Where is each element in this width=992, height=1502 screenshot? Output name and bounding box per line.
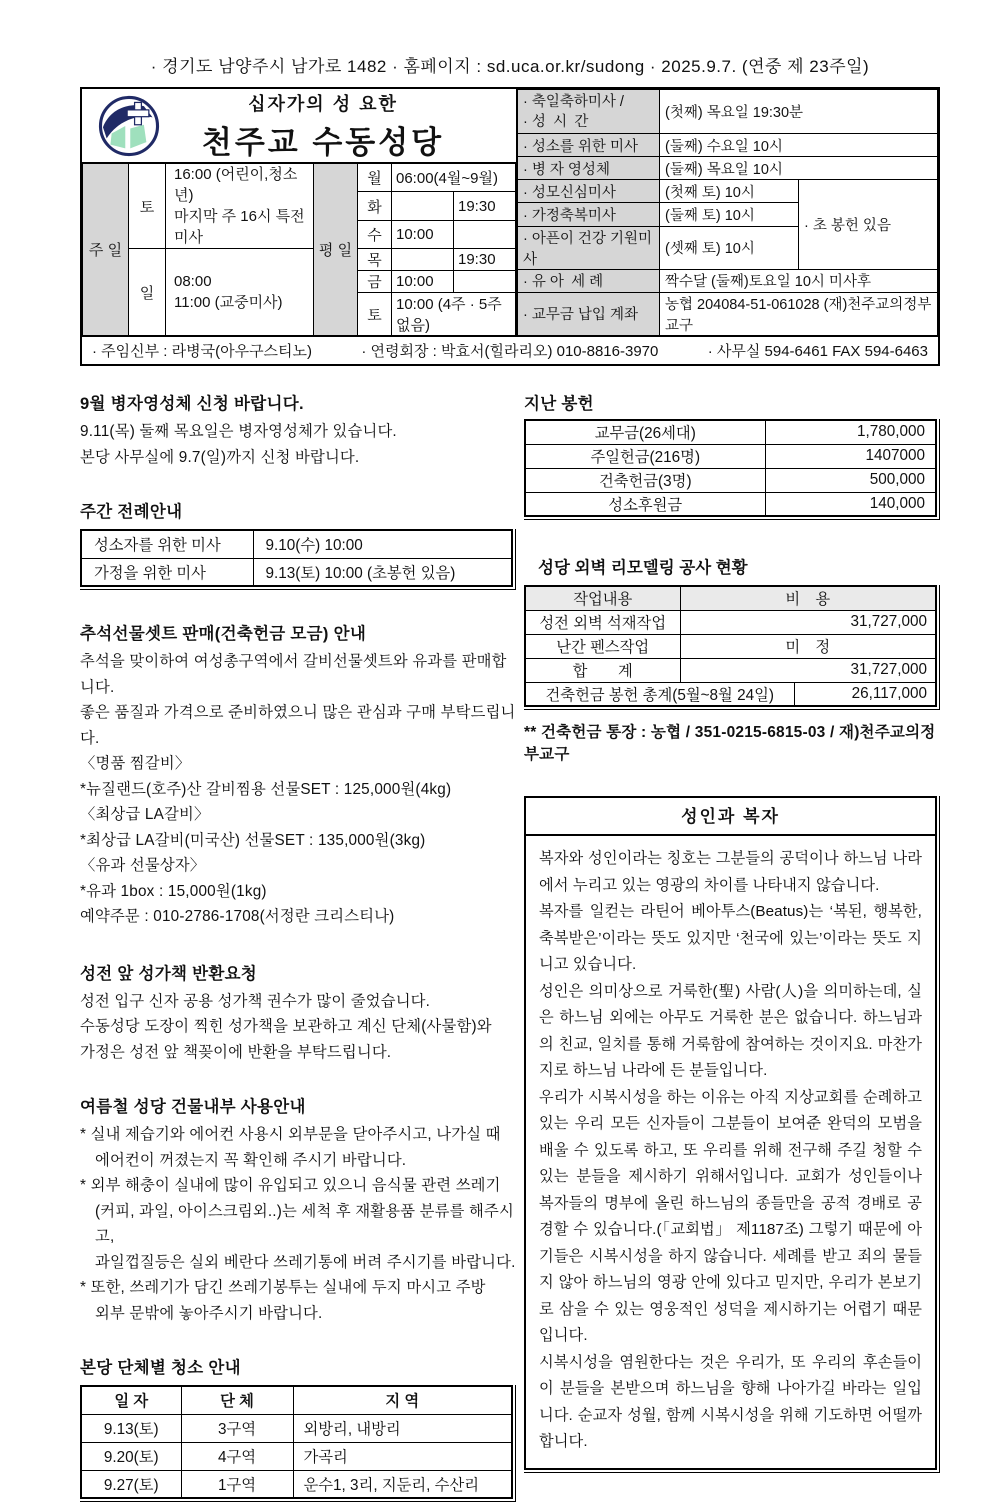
section-title: 9월 병자영성체 신청 바랍니다. xyxy=(80,395,304,413)
right-column xyxy=(516,390,940,1502)
mon-time: 06:00(4월~9월) xyxy=(392,163,516,192)
section-offering xyxy=(524,390,940,520)
section-gift-set: 추석선물셋트 판매(건축헌금 모금) 안내 추석을 맞이하여 여성총구역에서 갈비선물셋트와 유과를 판매합니다. 좋은 품질과 가격으로 준비하였으니 많은 관심과 구매 부탁드립니다. 〈명품 찜갈비〉 *뉴질랜드(호주)산 갈비찜용 선물SET : 125,000원(4kg) 〈최상급 LA갈비〉 *최상급 LA갈비(미국산) 선물SET : 135,000원(3kg) 〈유과 선물상자〉 *유과 1box : 15,000원(1kg) 예약주문 : 010-2786-1708(서정란 크리스티나) xyxy=(80,620,516,930)
sunday-mass-cell: 08:00 11:00 (교중미사) xyxy=(166,249,314,336)
section-summer-building: 여름철 성당 건물내부 사용안내 * 실내 제습기와 에어컨 사용시 외부문을 닫아주시고, 나가실 때 에어컨이 꺼졌는지 꼭 확인해 주시기 바랍니다. * 외부 해충이 실내에 많이 유입되고 있으니 음식물 관련 쓰레기 (커피, 과일, 아이스크림외..)는 세척 후 재활용품 분류를 해주시고, 과일껍질등은 실외 베란다 쓰레기통에 버려 주시기를 바랍니다. * 또한, 쓰레기가 담긴 쓰레기봉투는 실내에 두지 마시고 주방 외부 문밖에 놓아주시기 바랍니다. xyxy=(80,1093,516,1326)
table-row: 성소후원금 140,000 xyxy=(525,492,936,516)
table-total-row: 건축헌금 봉헌 총계(5월~8월 24일) 26,117,000 xyxy=(525,682,936,706)
thu-time-morning xyxy=(392,249,454,271)
section-hymnbook-return: 성전 앞 성가책 반환요청 성전 입구 신자 공용 성가책 권수가 많이 줄었습니다. 수동성당 도장이 찍힌 성가책을 보관하고 계신 단체(사물함)와 가정은 성전 앞 책꽂이에 반환을 부탁드립니다. xyxy=(80,960,516,1066)
mon-label: 월 xyxy=(358,163,392,192)
vocation-mass-label: · 성소를 위한 미사 xyxy=(518,134,660,157)
family-blessing-time: (둘째 토) 10시 xyxy=(660,203,799,226)
fri-time-morning: 10:00 xyxy=(392,271,454,293)
section-cleaning xyxy=(80,1354,516,1502)
healing-mass-time: (셋째 토) 10시 xyxy=(660,226,799,269)
section-title: 성전 앞 성가책 반환요청 xyxy=(80,964,258,983)
weekday-group-label: 평 일 xyxy=(314,163,358,336)
tithe-account-label: · 교무금 납입 계좌 xyxy=(518,292,660,335)
sick-communion-time: (둘째) 목요일 10시 xyxy=(660,157,938,180)
section-title: 여름철 성당 건물내부 사용안내 xyxy=(80,1098,306,1116)
cleaning-table xyxy=(80,1385,513,1499)
tue-time-morning xyxy=(392,192,454,220)
offering-table xyxy=(524,419,937,517)
vocation-mass-time: (둘째) 수요일 10시 xyxy=(660,134,938,157)
table-row: 건축헌금(3명) 500,000 xyxy=(525,468,936,492)
section-sick-communion: 9월 병자영성체 신청 바랍니다. 9.11(목) 둘째 목요일은 병자영성체가 있습니다. 본당 사무실에 9.7(일)까지 신청 바랍니다. xyxy=(80,390,516,470)
saturday-label: 토 xyxy=(129,163,166,249)
chair-contact: · 연령회장 : 박효서(힐라리오) 010-8816-3970 xyxy=(361,343,659,360)
section-title: 본당 단체별 청소 안내 xyxy=(80,1359,241,1377)
sick-communion-label: · 병 자 영성체 xyxy=(518,157,660,180)
bulletin-page xyxy=(80,52,940,1502)
section-remodeling xyxy=(524,554,940,764)
tithe-account-number: 농협 204084-51-061028 (재)천주교의정부교구 xyxy=(660,292,938,335)
office-contact: · 사무실 594-6461 FAX 594-6463 xyxy=(707,343,928,360)
section-weekly-liturgy xyxy=(80,498,516,590)
contact-row xyxy=(82,336,938,364)
infant-baptism-label: · 유 아 세 례 xyxy=(518,269,660,292)
healing-mass-label: · 아픈이 건강 기원미사 xyxy=(518,226,660,269)
pastor-contact: · 주임신부 : 라병국(아우구스티노) xyxy=(92,343,313,360)
saints-box-body: 복자와 성인이라는 칭호는 그분들의 공덕이나 하느님 나라에서 누리고 있는 영광의 차이를 나타내지 않습니다. 복자를 일컫는 라틴어 베아투스(Beatus)는 ‘복된, 행복한, 축복받은’이라는 뜻도 있지만 ‘천국에 있는’이라는 뜻도 지니고 있습니다. 성인은 의미상으로 거룩한(聖) 사람(人)을 의미하는데, 실은 하느님 외에는 아무도 거룩한 분은 없습니다. 하느님과의 친교, 일치를 통해 거룩함에 참여하는 것이지요. 마찬가지로 하느님 나라에 든 분들입니다. 우리가 시복시성을 하는 이유는 아직 지상교회를 순례하고 있는 우리 모든 신자들이 그분들이 보여준 완덕의 모범을 배울 수 있도록 하고, 또 우리를 위해 전구해 주길 청할 수 있는 분들을 제시하기 위해서입니다. 교회가 성인들이나 복자들의 명부에 올린 하느님의 종들만을 공적 경배로 공경할 수 있습니다.(「교회법」 제1187조) 그렇기 때문에 아기들은 시복시성을 하지 않습니다. 세례를 받고 죄의 물들지 않아 하느님의 영광 안에 있다고 믿지만, 우리가 본보기로 삼을 수 있는 영웅적인 성덕을 제시하기는 어렵기 때문입니다. 시복시성을 염원한다는 것은 우리가, 또 우리의 후손들이 이 분들을 본받으며 하느님을 향해 나아가길 바라는 일입니다. 순교자 성월, 함께 시복시성을 위해 기도하면 어떨까 합니다. xyxy=(539,850,922,1450)
church-subtitle: 십자가의 성 요한 xyxy=(248,93,398,114)
feast-mass-time: (첫째) 목요일 19:30분 xyxy=(660,90,938,134)
section-title: 추석선물셋트 판매(건축헌금 모금) 안내 xyxy=(80,625,367,643)
wed-time-evening xyxy=(454,220,516,248)
table-header-row: 작업내용 비 용 xyxy=(525,586,936,610)
special-mass-table xyxy=(517,89,938,336)
table-row: 주일헌금(216명) 1407000 xyxy=(525,444,936,468)
section-title: 지난 봉헌 xyxy=(524,395,594,413)
table-row: 9.27(토) 1구역 운수1, 3리, 지둔리, 수산리 xyxy=(81,1470,512,1498)
sunday-group-label: 주 일 xyxy=(83,163,129,336)
section-saints xyxy=(524,796,940,1473)
page-title: 천주교 수동성당 xyxy=(201,124,445,160)
candle-offering-note: · 초 봉헌 있음 xyxy=(799,180,938,269)
address-line: · 경기도 남양주시 남가로 1482 · 홈페이지 : sd.uca.or.kr/sudong · 2025.9.7. (연중 제 23주일) xyxy=(150,57,870,76)
thu-time-evening: 19:30 xyxy=(454,249,516,271)
tue-label: 화 xyxy=(358,192,392,220)
church-logo-icon xyxy=(98,95,160,157)
table-row: 합 계 31,727,000 xyxy=(525,658,936,682)
tue-time-evening: 19:30 xyxy=(454,192,516,220)
family-blessing-label: · 가정축복미사 xyxy=(518,203,660,226)
fri-label: 금 xyxy=(358,271,392,293)
fri-time-evening xyxy=(454,271,516,293)
building-fund-account: ** 건축헌금 통장 : 농협 / 351-0215-6815-03 / 재)천주교의정부교구 xyxy=(524,724,936,763)
sunday-label: 일 xyxy=(129,249,166,336)
infant-baptism-time: 짝수달 (둘째)토요일 10시 미사후 xyxy=(660,269,938,292)
table-row: 난간 펜스작업 미 정 xyxy=(525,634,936,658)
table-row: 9.13(토) 3구역 외방리, 내방리 xyxy=(81,1414,512,1442)
header-block xyxy=(80,87,940,366)
table-row: 교무금(26세대) 1,780,000 xyxy=(525,420,936,444)
weekly-liturgy-table xyxy=(80,529,513,587)
marian-mass-label: · 성모신심미사 xyxy=(518,180,660,203)
section-title: 주간 전례안내 xyxy=(80,503,183,521)
wed-time-morning: 10:00 xyxy=(392,220,454,248)
saturday-mass-cell: 16:00 (어린이,청소년) 마지막 주 16시 특전미사 xyxy=(166,163,314,249)
table-row: 성소자를 위한 미사 9.10(수) 10:00 xyxy=(81,530,512,558)
table-header-row: 일 자 단 체 지 역 xyxy=(81,1386,512,1414)
masthead xyxy=(82,89,516,162)
mass-schedule-table xyxy=(82,162,516,336)
saints-box-title: 성인과 복자 xyxy=(526,798,935,836)
sat2-time: 10:00 (4주 · 5주 없음) xyxy=(392,293,516,336)
table-row: 가정을 위한 미사 9.13(토) 10:00 (초봉헌 있음) xyxy=(81,558,512,586)
feast-mass-label: · 축일축하미사 / · 성 시 간 xyxy=(518,90,660,134)
table-row: 성전 외벽 석재작업 31,727,000 xyxy=(525,610,936,634)
wed-label: 수 xyxy=(358,220,392,248)
table-row: 9.20(토) 4구역 가곡리 xyxy=(81,1442,512,1470)
left-column xyxy=(80,390,516,1502)
marian-mass-time: (첫째 토) 10시 xyxy=(660,180,799,203)
section-title: 성당 외벽 리모델링 공사 현황 xyxy=(538,559,748,577)
thu-label: 목 xyxy=(358,249,392,271)
remodeling-table xyxy=(524,585,937,707)
sat2-label: 토 xyxy=(358,293,392,336)
